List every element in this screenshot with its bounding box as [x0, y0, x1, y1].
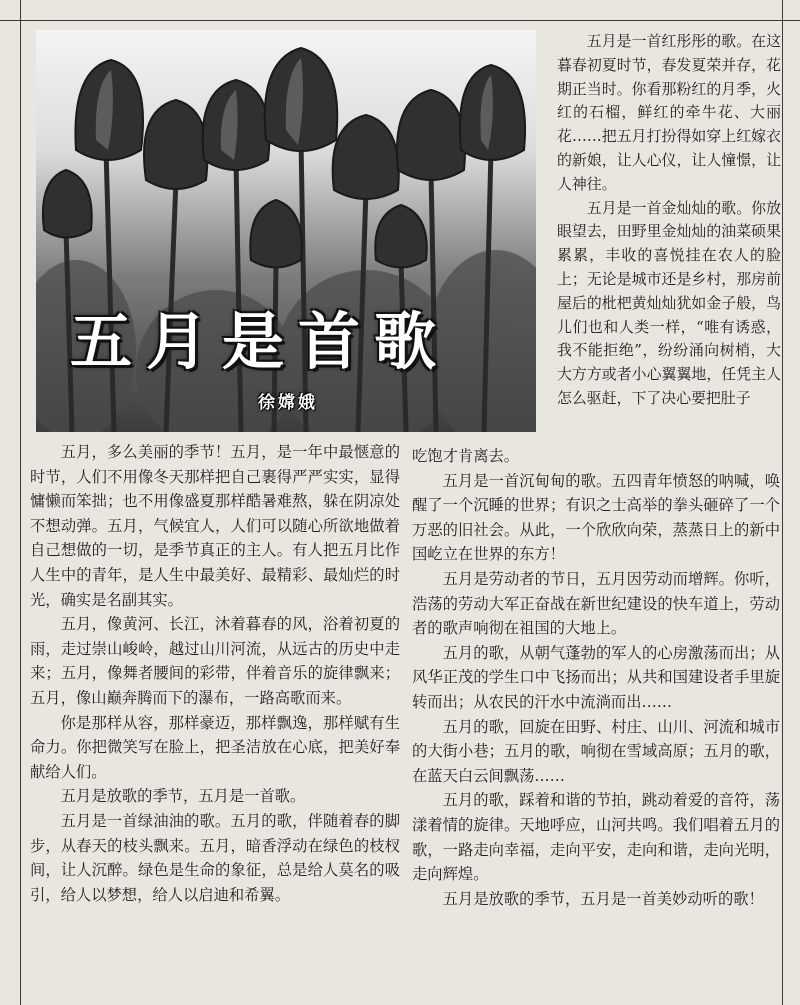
- article-author: 徐嫦娥: [258, 393, 318, 413]
- paragraph: 五月是放歌的季节，五月是一首美妙动听的歌！: [442, 889, 764, 908]
- paragraph: 你是那样从容，那样豪迈，那样飘逸，那样赋有生命力。你把微笑写在脸上，把圣洁放在心底，把美好奉献给人们。: [30, 713, 400, 781]
- paragraph: 五月是放歌的季节，五月是一首歌。: [60, 787, 306, 806]
- paragraph: 五月的歌，踩着和谐的节拍，跳动着爱的音符，荡漾着情的旋律。天地呼应，山河共鸣。我们唱着五月的歌，一路走向幸福，走向平安，走向和谐，走向光明，走向辉煌。: [412, 791, 780, 884]
- paragraph: 五月是一首红彤彤的歌。在这暮春初夏时节，春发夏荣并存，花期正当时。你看那粉红的月季，火红的石榴，鲜红的牵牛花、大丽花……把五月打扮得如穿上红嫁衣的新娘，让人心仪，让人憧憬，让人神往。: [557, 32, 781, 193]
- left-column-rule: [20, 0, 21, 1005]
- paragraph: 五月是一首绿油油的歌。五月的歌，伴随着春的脚步，从春天的枝头飘来。五月，暗香浮动在绿色的枝杈间，让人沉醉。绿色是生命的象征，总是给人莫名的吸引，给人以梦想，给人以启迪和希翼。: [30, 811, 400, 904]
- right-column-rule: [782, 0, 783, 1005]
- text-column-right-top: [557, 30, 781, 411]
- paragraph: 五月，多么美丽的季节！五月，是一年中最惬意的时节，人们不用像冬天那样把自己裹得严严实实，显得慵懒而笨拙；也不用像盛夏那样酷暑难熬，躲在阴凉处不想动弹。五月，气候宜人，人们可以随心所欲地做着自己想做的一切，是季节真正的主人。有人把五月比作人生中的青年，是人生中最美好、最精彩、最灿烂的时光，确实是名副其实。: [30, 443, 400, 609]
- text-column-right-bottom: [412, 444, 780, 911]
- article-title: 五月是首歌: [70, 305, 451, 378]
- paragraph: 五月是一首沉甸甸的歌。五四青年愤怒的呐喊，唤醒了一个沉睡的世界；有识之士高举的拳头砸碎了一个万恶的旧社会。从此，一个欣欣向荣，蒸蒸日上的新中国屹立在世界的东方！: [412, 471, 780, 564]
- paragraph: 五月是劳动者的节日，五月因劳动而增辉。你听，浩荡的劳动大军正奋战在新世纪建设的快车道上，劳动者的歌声响彻在祖国的大地上。: [412, 569, 780, 638]
- paragraph: 吃饱才肯离去。: [412, 447, 520, 465]
- paragraph: 五月是一首金灿灿的歌。你放眼望去，田野里金灿灿的油菜硕果累累，丰收的喜悦挂在农人的脸上；无论是城市还是乡村，那房前屋后的枇杷黄灿灿犹如金子般，鸟儿们也和人类一样，“唯有诱惑，我不能拒绝”，纷纷涌向树梢，大大方方或者小心翼翼地，任凭主人怎么驱赶，下了决心要把肚子: [557, 198, 781, 407]
- text-column-left: [30, 440, 400, 907]
- paragraph: 五月的歌，回旋在田野、村庄、山川、河流和城市的大街小巷；五月的歌，响彻在雪域高原；五月的歌，在蓝天白云间飘荡……: [412, 717, 780, 785]
- paragraph: 五月的歌，从朝气蓬勃的军人的心房激荡而出；从风华正茂的学生口中飞扬而出；从共和国建设者手里旋转而出；从农民的汗水中流淌而出……: [412, 643, 780, 711]
- top-rule: [0, 20, 800, 21]
- paragraph: 五月，像黄河、长江，沐着暮春的风，浴着初夏的雨，走过崇山峻岭，越过山川河流，从远古的历史中走来；五月，像舞者腰间的彩带，伴着音乐的旋律飘来；五月，像山巅奔腾而下的瀑布，一路高歌而来。: [30, 615, 400, 707]
